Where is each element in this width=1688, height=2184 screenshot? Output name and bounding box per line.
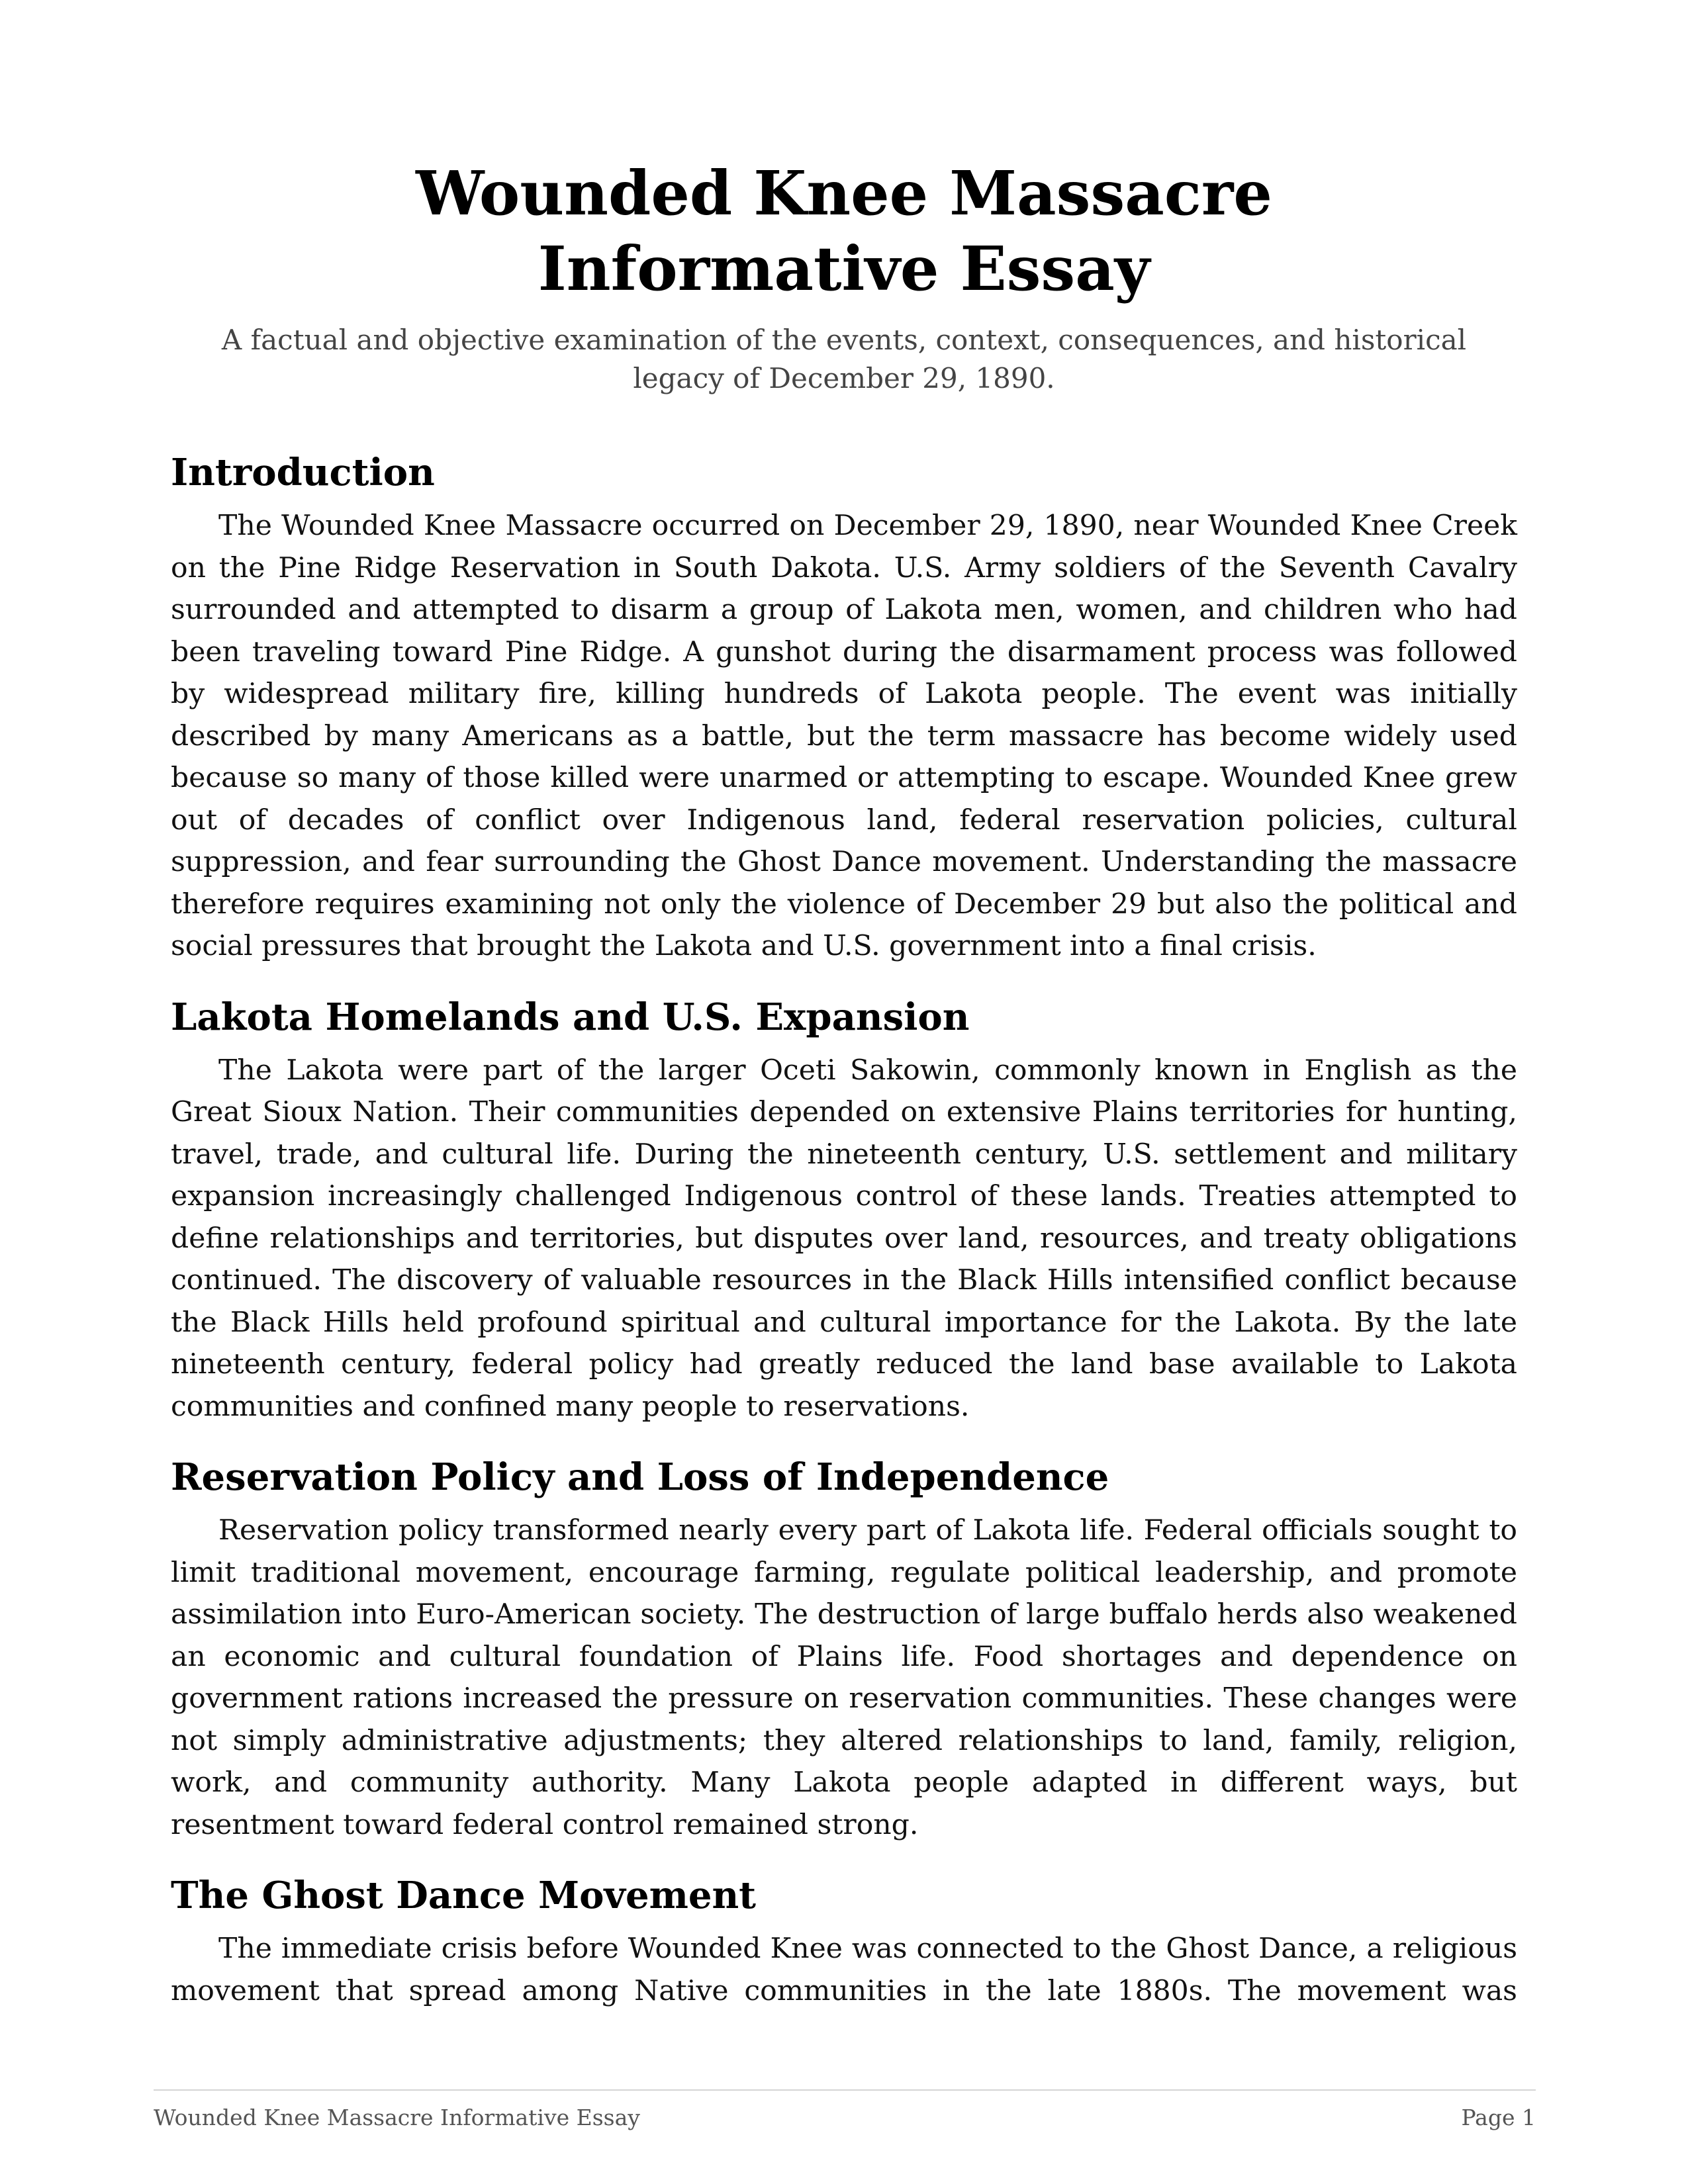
section-heading: Reservation Policy and Loss of Independence — [171, 1455, 1109, 1499]
section-reservation-policy — [171, 1454, 1517, 1846]
section-heading: The Ghost Dance Movement — [171, 1874, 757, 1917]
document-title: Wounded Knee Massacre Informative Essay — [416, 158, 1272, 304]
section-lakota-homelands — [171, 994, 1517, 1428]
section-heading: Lakota Homelands and U.S. Expansion — [171, 995, 970, 1039]
section-introduction — [171, 449, 1517, 968]
footer-document-title: Wounded Knee Massacre Informative Essay — [154, 2105, 640, 2130]
document-page — [171, 156, 1517, 2012]
footer-divider — [154, 2089, 1536, 2091]
section-ghost-dance — [171, 1872, 1517, 2012]
document-subtitle: A factual and objective examination of the events, context, consequences, and historical legacy of December 29, 1890. — [221, 324, 1467, 394]
section-paragraph: The Wounded Knee Massacre occurred on December 29, 1890, near Wounded Knee Creek on the Pine Ridge Reservation in South Dakota. U.S. Army soldiers of the Seventh Cavalry surrounded and attempted to disarm a group of Lakota men, women, and children who had been traveling toward Pine Ridge. A gunshot during the disarmament process was followed by widespread military fire, killing hundreds of Lakota people. The event was initially described by many Americans as a battle, but the term massacre has become widely used because so many of those killed were unarmed or attempting to escape. Wounded Knee grew out of decades of conflict over Indigenous land, federal reservation policies, cultural suppression, and fear surrounding the Ghost Dance movement. Understanding the massacre therefore requires examining not only the violence of December 29 but also the political and social pressures that brought the Lakota and U.S. government into a final crisis. — [171, 510, 1517, 962]
section-paragraph: The Lakota were part of the larger Oceti Sakowin, commonly known in English as the Great Sioux Nation. Their communities depended on extensive Plains territories for hunting, travel, trade, and cultural life. During the nineteenth century, U.S. settlement and military expansion increasingly challenged Indigenous control of these lands. Treaties attempted to define relationships and territories, but disputes over land, resources, and treaty obligations continued. The discovery of valuable resources in the Black Hills intensified conflict because the Black Hills held profound spiritual and cultural importance for the Lakota. By the late nineteenth century, federal policy had greatly reduced the land base available to Lakota communities and confined many people to reservations. — [171, 1054, 1517, 1423]
section-paragraph: The immediate crisis before Wounded Knee was connected to the Ghost Dance, a religious movement that spread among Native communities in the late 1880s. The movement was — [171, 1933, 1517, 2007]
section-heading: Introduction — [171, 451, 435, 494]
section-paragraph: Reservation policy transformed nearly every part of Lakota life. Federal officials sought to limit traditional movement, encourage farming, regulate political leadership, and promote assimilation into Euro-American society. The destruction of large buffalo herds also weakened an economic and cultural foundation of Plains life. Food shortages and dependence on government rations increased the pressure on reservation communities. These changes were not simply administrative adjustments; they altered relationships to land, family, religion, work, and community authority. Many Lakota people adapted in different ways, but resentment toward federal control remained strong. — [171, 1514, 1517, 1841]
footer-page-number: Page 1 — [1461, 2105, 1536, 2130]
